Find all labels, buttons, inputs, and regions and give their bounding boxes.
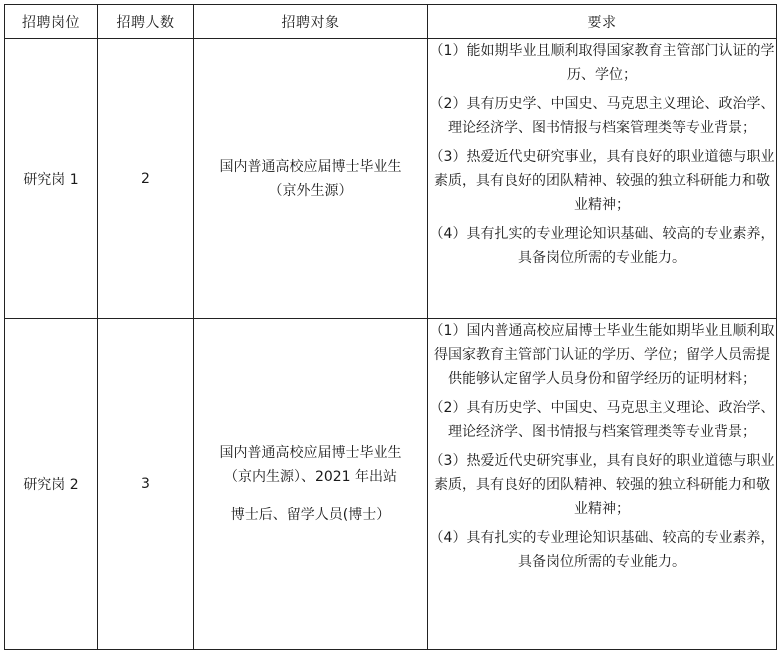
position-cell: 研究岗 2: [5, 319, 98, 650]
header-count: 招聘人数: [98, 5, 194, 39]
header-target: 招聘对象: [194, 5, 428, 39]
requirement-item: （2）具有历史学、中国史、马克思主义理论、政治学、理论经济学、图书情报与档案管理类等专业背景；: [429, 96, 775, 136]
table-row: [5, 39, 777, 319]
header-row: [5, 5, 777, 39]
requirement-item: （4）具有扎实的专业理论知识基础、较高的专业素养，具备岗位所需的专业能力。: [429, 226, 775, 266]
target-cell: [194, 319, 428, 650]
target-spacer: [194, 489, 427, 503]
target-cell: [194, 39, 428, 319]
header-requirements: 要求: [428, 5, 777, 39]
target-line: （京外生源）: [268, 182, 353, 199]
requirement-item: （1）能如期毕业且顺利取得国家教育主管部门认证的学历、学位；: [429, 43, 775, 83]
target-line: 博士后、留学人员(博士）: [230, 507, 391, 523]
requirement-item: （4）具有扎实的专业理论知识基础、较高的专业素养，具备岗位所需的专业能力。: [429, 530, 775, 570]
requirement-item: （1）国内普通高校应届博士毕业生能如期毕业且顺利取得国家教育主管部门认证的学历、学位；留学人员需提供能够认定留学人员身份和留学经历的证明材料；: [429, 323, 775, 387]
recruitment-table: [4, 4, 777, 650]
count-cell: 3: [98, 319, 194, 650]
target-line: （京内生源）、2021 年出站: [223, 469, 398, 485]
target-line: 国内普通高校应届博士毕业生: [219, 445, 402, 461]
target-line: 国内普通高校应届博士毕业生: [219, 158, 402, 175]
count-cell: 2: [98, 39, 194, 319]
requirements-cell: [428, 39, 777, 319]
position-cell: 研究岗 1: [5, 39, 98, 319]
requirements-cell: [428, 319, 777, 650]
requirement-item: （3）热爱近代史研究事业，具有良好的职业道德与职业素质，具有良好的团队精神、较强的独立科研能力和敬业精神；: [429, 453, 775, 517]
table-row: [5, 319, 777, 650]
header-position: 招聘岗位: [5, 5, 98, 39]
requirement-item: （3）热爱近代史研究事业，具有良好的职业道德与职业素质，具有良好的团队精神、较强的独立科研能力和敬业精神；: [429, 149, 775, 213]
requirement-item: （2）具有历史学、中国史、马克思主义理论、政治学、理论经济学、图书情报与档案管理类等专业背景；: [429, 400, 775, 440]
